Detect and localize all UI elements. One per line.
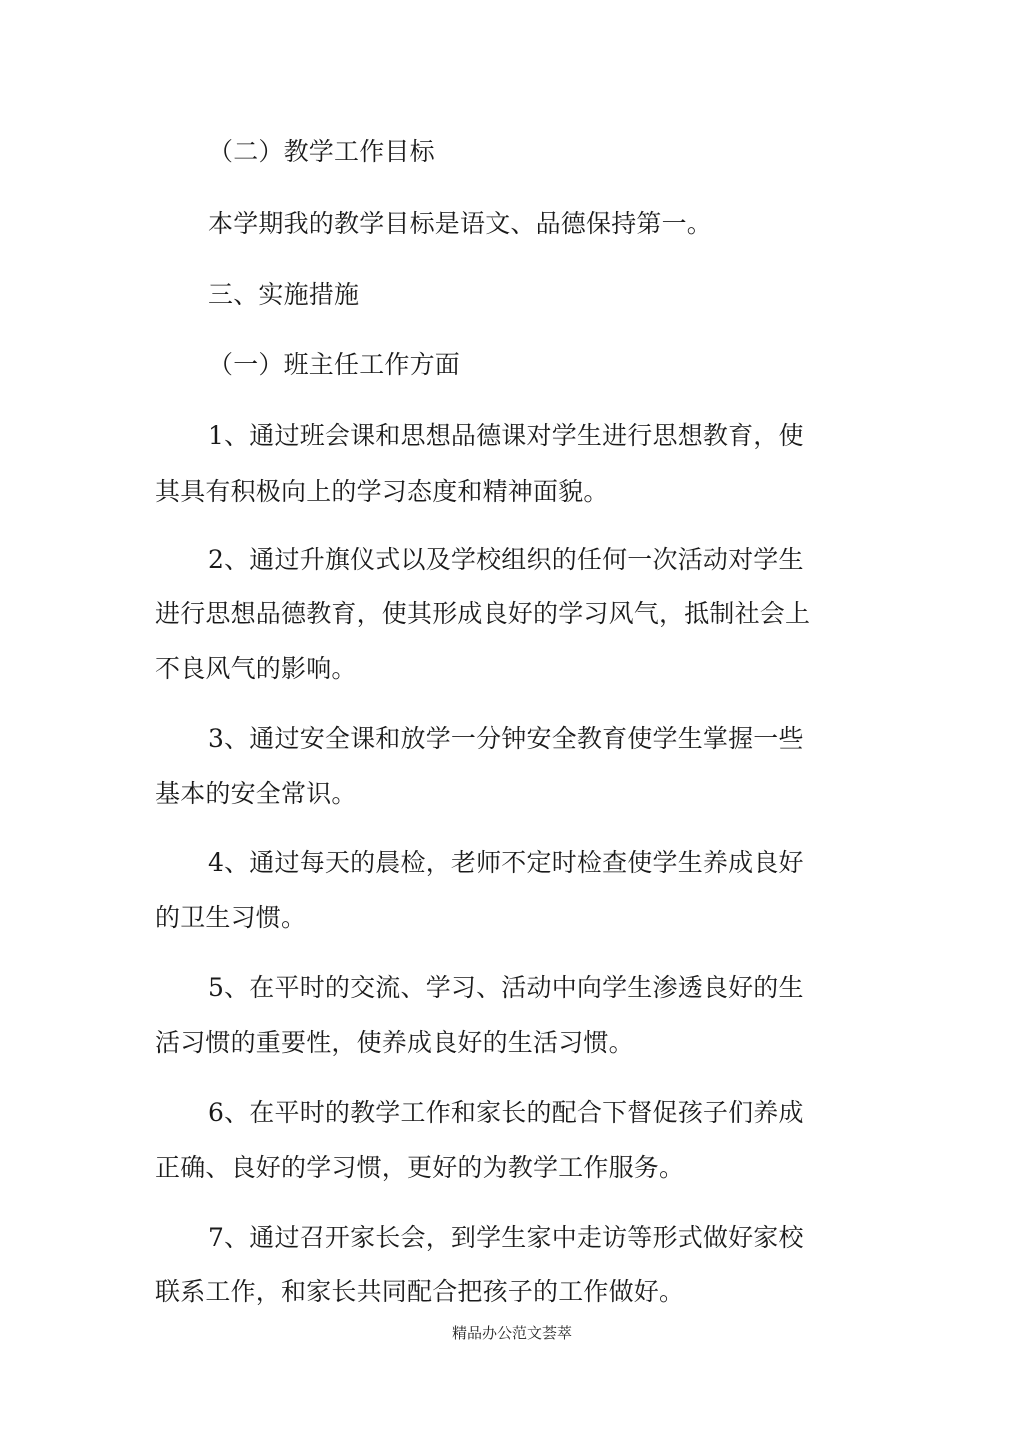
item-4-line-1: 4、通过每天的晨检，老师不定时检查使学生养成良好 — [208, 848, 804, 877]
item-2-line-1: 2、通过升旗仪式以及学校组织的任何一次活动对学生 — [208, 545, 804, 574]
item-1-line-1: 1、通过班会课和思想品德课对学生进行思想教育，使 — [208, 421, 804, 450]
item-5-line-2: 活习惯的重要性，使养成良好的生活习惯。 — [155, 1028, 634, 1057]
item-7-line-2: 联系工作，和家长共同配合把孩子的工作做好。 — [155, 1277, 685, 1306]
item-7-line-1: 7、通过召开家长会，到学生家中走访等形式做好家校 — [208, 1223, 804, 1252]
item-3-line-1: 3、通过安全课和放学一分钟安全教育使学生掌握一些 — [208, 724, 804, 753]
section-heading-teaching-goals: （二）教学工作目标 — [208, 137, 435, 166]
item-6-line-2: 正确、良好的学习惯，更好的为教学工作服务。 — [155, 1153, 685, 1182]
paragraph-teaching-goal: 本学期我的教学目标是语文、品德保持第一。 — [208, 209, 713, 238]
item-3-line-2: 基本的安全常识。 — [155, 779, 357, 808]
item-6-line-1: 6、在平时的教学工作和家长的配合下督促孩子们养成 — [208, 1098, 804, 1127]
item-5-line-1: 5、在平时的交流、学习、活动中向学生渗透良好的生 — [208, 973, 804, 1002]
page-footer: 精品办公范文荟萃 — [451, 1324, 572, 1342]
item-1-line-2: 其具有积极向上的学习态度和精神面貌。 — [155, 477, 609, 506]
item-2-line-3: 不良风气的影响。 — [155, 654, 357, 683]
item-4-line-2: 的卫生习惯。 — [155, 903, 307, 932]
item-2-line-2: 进行思想品德教育，使其形成良好的学习风气，抵制社会上 — [155, 599, 811, 628]
subsection-heading-class-teacher: （一）班主任工作方面 — [208, 350, 461, 379]
section-heading-measures: 三、实施措施 — [208, 280, 360, 309]
